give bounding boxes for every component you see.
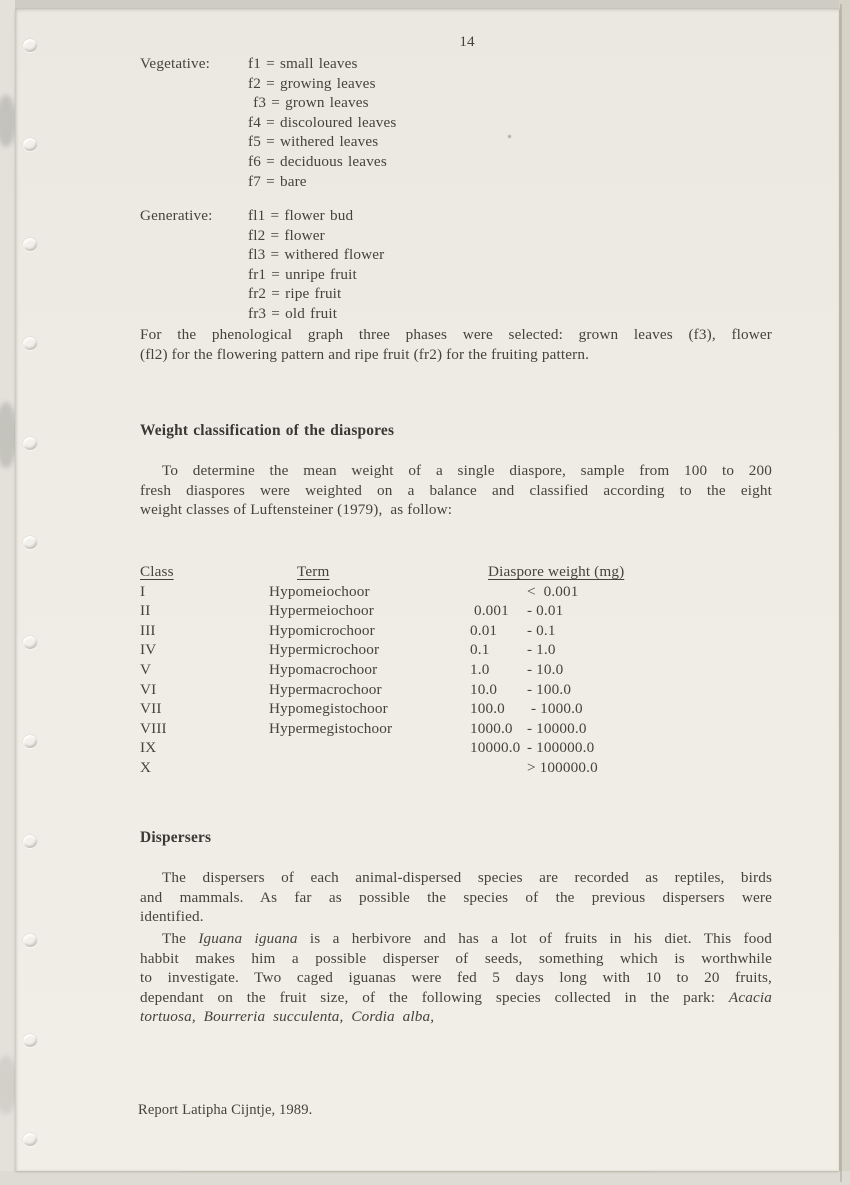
table-body bbox=[140, 582, 720, 778]
cell-term: Hypermicrochoor bbox=[269, 641, 380, 659]
scanner-edge-bottom bbox=[0, 1171, 850, 1185]
table-row bbox=[140, 621, 720, 641]
cell-class: IX bbox=[140, 739, 157, 757]
list-item: fl3 = withered flower bbox=[248, 246, 385, 264]
cell-term: Hypomicrochoor bbox=[269, 621, 375, 639]
column-header-term: Term bbox=[297, 563, 330, 580]
cell-weight bbox=[470, 660, 563, 680]
text-run: The bbox=[162, 930, 199, 947]
cell-weight bbox=[470, 582, 579, 602]
page-number: 14 bbox=[459, 33, 475, 50]
weight-classification-table bbox=[140, 562, 720, 778]
cell-term: Hypermeiochoor bbox=[269, 602, 375, 620]
list-item: f3 = grown leaves bbox=[248, 94, 369, 112]
paragraph-line bbox=[140, 968, 772, 988]
generative-label: Generative: bbox=[140, 207, 213, 224]
paragraph-line bbox=[140, 929, 772, 949]
weight-high: - 100.0 bbox=[527, 680, 572, 698]
list-item: fr3 = old fruit bbox=[248, 304, 338, 322]
cell-class: III bbox=[140, 621, 156, 639]
paragraph-line bbox=[140, 907, 772, 927]
cell-weight bbox=[470, 621, 556, 641]
phenology-paragraph bbox=[140, 325, 772, 364]
weight-low: 10.0 bbox=[470, 680, 498, 698]
paper-speck bbox=[508, 135, 511, 138]
paper-right-edge-line bbox=[840, 4, 842, 1182]
text-run: is a herbivore and has a lot of fruits in his diet. This food bbox=[297, 930, 773, 947]
punch-hole bbox=[23, 437, 37, 450]
list-item: fl2 = flower bbox=[248, 226, 325, 244]
cell-class: VI bbox=[140, 680, 157, 698]
weight-high: - 0.01 bbox=[527, 602, 564, 620]
text-run: To determine the mean weight of a single diaspore, sample from 100 to 200 bbox=[162, 462, 772, 479]
paragraph-line bbox=[140, 345, 772, 365]
list-item: f4 = discoloured leaves bbox=[248, 113, 397, 131]
table-header-row bbox=[140, 562, 720, 582]
cell-class: X bbox=[140, 758, 152, 776]
punch-hole bbox=[23, 238, 37, 251]
table-row bbox=[140, 738, 720, 758]
table-row bbox=[140, 680, 720, 700]
paragraph-line bbox=[140, 325, 772, 345]
weight-high: < 0.001 bbox=[527, 582, 579, 600]
scanner-edge-left bbox=[0, 0, 15, 1185]
column-header-class: Class bbox=[140, 563, 174, 580]
punch-hole bbox=[23, 138, 37, 151]
cell-term: Hypermegistochoor bbox=[269, 719, 393, 737]
weight-low: 0.01 bbox=[470, 621, 498, 639]
paragraph-line bbox=[140, 949, 772, 969]
text-run: For the phenological graph three phases were selected: grown leaves (f3), flower bbox=[140, 326, 772, 343]
weight-high: - 100000.0 bbox=[527, 739, 595, 757]
paragraph-line bbox=[140, 888, 772, 908]
punch-hole bbox=[23, 39, 37, 52]
list-item: f6 = deciduous leaves bbox=[248, 152, 387, 170]
vegetative-items bbox=[248, 54, 396, 191]
italic-text: Iguana iguana bbox=[198, 930, 298, 947]
text-run: fresh diaspores were weighted on a balance and classified according to the eight bbox=[140, 481, 772, 499]
cell-class: V bbox=[140, 660, 152, 678]
cell-term: Hypomegistochoor bbox=[269, 700, 388, 718]
cell-term: Hypomeiochoor bbox=[269, 582, 370, 600]
text-run: and mammals. As far as possible the species of the previous dispersers were bbox=[140, 888, 772, 906]
paper-sheet bbox=[15, 9, 839, 1171]
table-row bbox=[140, 640, 720, 660]
dispersers-paragraph-1 bbox=[140, 868, 772, 927]
cell-weight bbox=[470, 640, 556, 660]
punch-hole bbox=[23, 1034, 37, 1047]
italic-text: Acacia bbox=[728, 988, 772, 1006]
italic-text: tortuosa, Bourreria succulenta, Cordia alba, bbox=[140, 1008, 435, 1026]
table-row bbox=[140, 758, 720, 778]
paragraph-line bbox=[140, 988, 772, 1008]
weight-low bbox=[470, 582, 527, 602]
weight-high: - 1.0 bbox=[527, 641, 556, 659]
text-run: identified. bbox=[140, 908, 204, 926]
list-item: f2 = growing leaves bbox=[248, 74, 376, 92]
table-row bbox=[140, 699, 720, 719]
text-run: weight classes of Luftensteiner (1979), as follow: bbox=[140, 501, 453, 519]
weight-low bbox=[470, 758, 527, 778]
punch-hole bbox=[23, 835, 37, 848]
weight-classification-heading: Weight classification of the diaspores bbox=[140, 422, 395, 439]
text-run: dependant on the fruit size, of the following species collected in the park: bbox=[140, 988, 729, 1006]
paragraph-line bbox=[140, 500, 772, 520]
weight-high: - 0.1 bbox=[527, 621, 556, 639]
cell-class: II bbox=[140, 602, 151, 620]
generative-section bbox=[140, 206, 384, 324]
weight-high: - 10000.0 bbox=[527, 719, 587, 737]
list-item: f5 = withered leaves bbox=[248, 133, 379, 151]
punch-hole bbox=[23, 337, 37, 350]
weight-low: 100.0 bbox=[470, 700, 505, 718]
dispersers-paragraph-2 bbox=[140, 929, 772, 1027]
text-run: habbit makes him a possible disperser of seeds, something which is worthwhile bbox=[140, 949, 772, 967]
weight-low: 1000.0 bbox=[470, 719, 513, 737]
weight-method-paragraph bbox=[140, 461, 772, 520]
weight-low: 1.0 bbox=[470, 660, 490, 678]
cell-class: VIII bbox=[140, 719, 167, 737]
list-item: fr2 = ripe fruit bbox=[248, 285, 342, 303]
cell-weight bbox=[470, 680, 571, 700]
weight-low: 10000.0 bbox=[470, 739, 521, 757]
text-run: The dispersers of each animal-dispersed species are recorded as reptiles, birds bbox=[162, 869, 772, 886]
cell-weight bbox=[470, 738, 594, 758]
table-row bbox=[140, 582, 720, 602]
table-row bbox=[140, 601, 720, 621]
punch-hole bbox=[23, 735, 37, 748]
list-item: f7 = bare bbox=[248, 172, 307, 190]
table-row bbox=[140, 719, 720, 739]
cell-weight bbox=[470, 601, 563, 621]
list-item: fr1 = unripe fruit bbox=[248, 265, 357, 283]
generative-items bbox=[248, 206, 384, 324]
cell-weight bbox=[470, 699, 583, 719]
paragraph-line bbox=[140, 868, 772, 888]
punch-hole bbox=[23, 636, 37, 649]
text-run: (fl2) for the flowering pattern and ripe fruit (fr2) for the fruiting pattern. bbox=[140, 345, 590, 363]
weight-high: - 1000.0 bbox=[527, 700, 583, 718]
cell-class: IV bbox=[140, 641, 157, 659]
scanner-edge-top bbox=[0, 0, 850, 9]
table-row bbox=[140, 660, 720, 680]
cell-class: VII bbox=[140, 700, 162, 718]
cell-term: Hypermacrochoor bbox=[269, 680, 382, 698]
vegetative-label: Vegetative: bbox=[140, 55, 210, 72]
weight-low: 0.1 bbox=[470, 641, 490, 659]
list-item: fl1 = flower bud bbox=[248, 207, 354, 224]
column-header-weight: Diaspore weight (mg) bbox=[488, 563, 625, 580]
punch-hole bbox=[23, 1133, 37, 1146]
weight-high: - 10.0 bbox=[527, 660, 564, 678]
footer-note: Report Latipha Cijntje, 1989. bbox=[138, 1102, 313, 1118]
dispersers-heading: Dispersers bbox=[140, 829, 212, 846]
weight-high: > 100000.0 bbox=[527, 758, 598, 776]
weight-low: 0.001 bbox=[470, 602, 509, 620]
cell-term: Hypomacrochoor bbox=[269, 660, 378, 678]
paragraph-line bbox=[140, 461, 772, 481]
vegetative-section bbox=[140, 54, 396, 191]
paragraph-line bbox=[140, 481, 772, 501]
text-run: to investigate. Two caged iguanas were fed 5 days long with 10 to 20 fruits, bbox=[140, 969, 772, 987]
cell-class: I bbox=[140, 582, 146, 600]
list-item: f1 = small leaves bbox=[248, 55, 358, 72]
punch-hole bbox=[23, 536, 37, 549]
cell-weight bbox=[470, 719, 587, 739]
punch-hole bbox=[23, 934, 37, 947]
paragraph-line bbox=[140, 1007, 772, 1027]
cell-weight bbox=[470, 758, 598, 778]
